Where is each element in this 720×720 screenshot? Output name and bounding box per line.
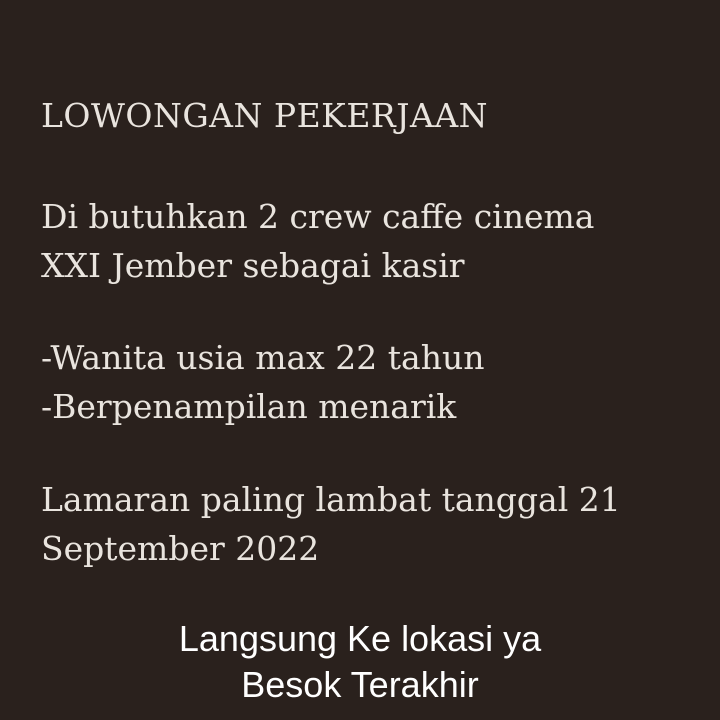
requirement-item: -Wanita usia max 22 tahun: [41, 338, 485, 377]
caption-line-1: Langsung Ke lokasi ya: [178, 618, 542, 659]
deadline-line-2: September 2022: [41, 529, 320, 568]
poster-heading: LOWONGAN PEKERJAAN: [41, 96, 489, 135]
application-deadline: [41, 475, 621, 573]
job-description-line-1: Di butuhkan 2 crew caffe cinema: [41, 197, 595, 236]
caption-line-2: Besok Terakhir: [241, 664, 479, 705]
job-description: [41, 192, 594, 290]
job-description-line-2: XXI Jember sebagai kasir: [41, 246, 465, 285]
requirement-item: -Berpenampilan menarik: [41, 387, 457, 426]
deadline-line-1: Lamaran paling lambat tanggal 21: [41, 480, 621, 519]
requirements-list: [41, 333, 484, 431]
